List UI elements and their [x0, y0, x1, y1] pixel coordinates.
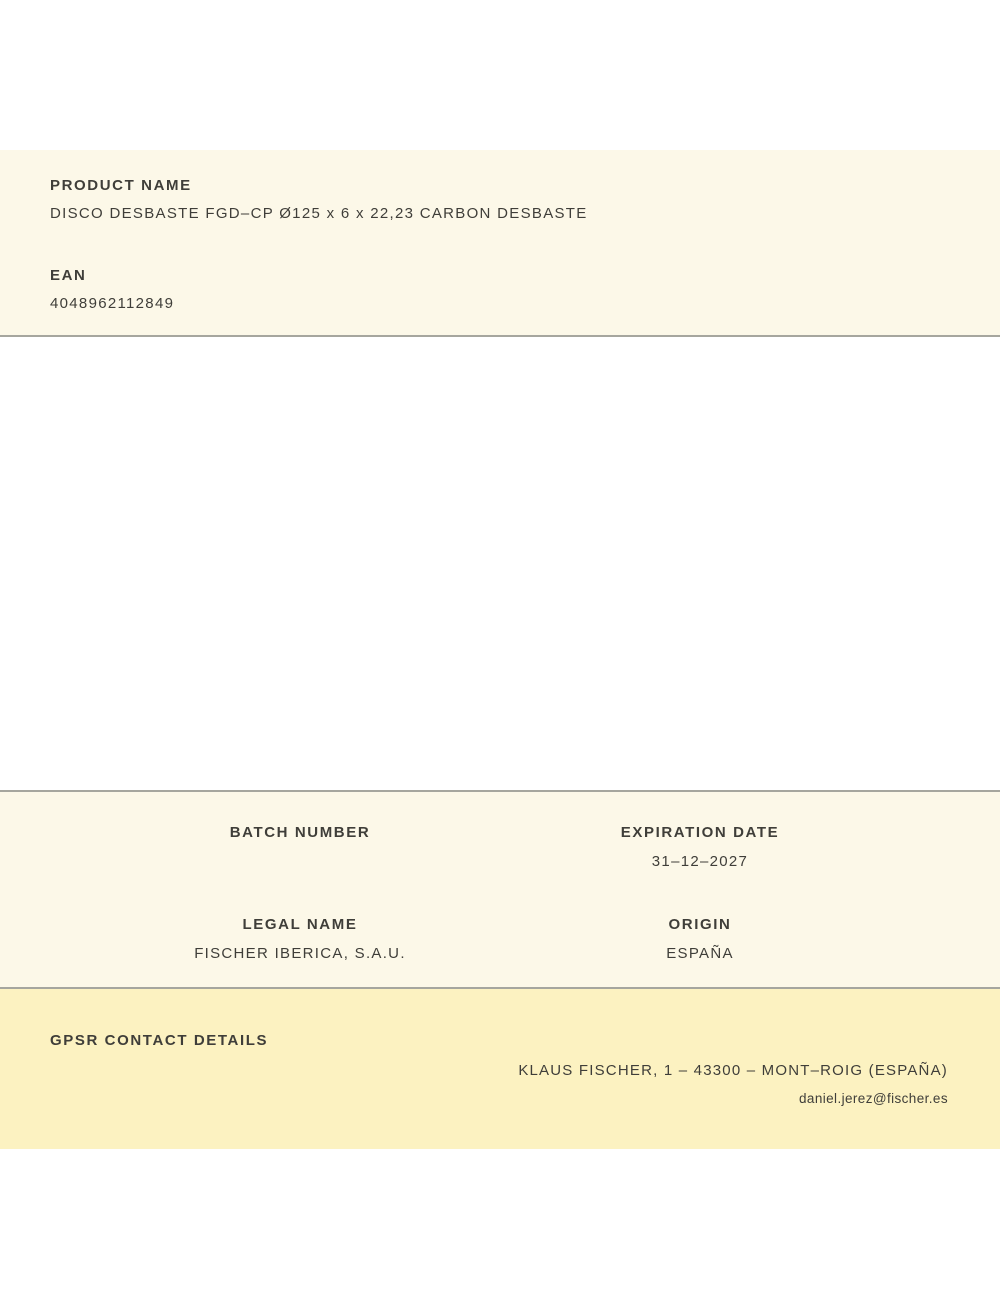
- product-info-band: [0, 150, 1000, 337]
- details-row-2: [100, 915, 900, 964]
- expiration-date-label: EXPIRATION DATE: [620, 824, 780, 841]
- batch-number-value: [100, 852, 500, 872]
- ean-value: 4048962112849: [50, 295, 175, 312]
- expiration-date-cell: [500, 823, 900, 872]
- batch-number-label: BATCH NUMBER: [229, 824, 371, 841]
- expiration-date-value: 31–12–2027: [651, 853, 749, 870]
- product-name-label: PRODUCT NAME: [50, 177, 192, 194]
- gpsr-contact-address: KLAUS FISCHER, 1 – 43300 – MONT–ROIG (ESPAÑA): [518, 1062, 948, 1079]
- batch-details-band: [0, 790, 1000, 989]
- legal-name-cell: [100, 915, 500, 964]
- details-grid: [100, 823, 900, 964]
- legal-name-value: FISCHER IBERICA, S.A.U.: [194, 945, 406, 962]
- legal-name-label: LEGAL NAME: [242, 916, 358, 933]
- ean-label: EAN: [50, 267, 87, 284]
- top-whitespace: [0, 0, 1000, 150]
- gpsr-contact-email: daniel.jerez@fischer.es: [799, 1091, 948, 1106]
- details-row-1: [100, 823, 900, 872]
- gpsr-contact-label: GPSR CONTACT DETAILS: [50, 1032, 269, 1049]
- origin-value: ESPAÑA: [666, 945, 734, 962]
- origin-label: ORIGIN: [668, 916, 732, 933]
- batch-number-cell: [100, 823, 500, 872]
- middle-whitespace: [0, 337, 1000, 790]
- product-name-field: [50, 176, 950, 224]
- gpsr-contact-band: [0, 989, 1000, 1149]
- ean-field: [50, 266, 950, 314]
- product-name-value: DISCO DESBASTE FGD–CP Ø125 x 6 x 22,23 CARBON DESBASTE: [50, 205, 588, 222]
- origin-cell: [500, 915, 900, 964]
